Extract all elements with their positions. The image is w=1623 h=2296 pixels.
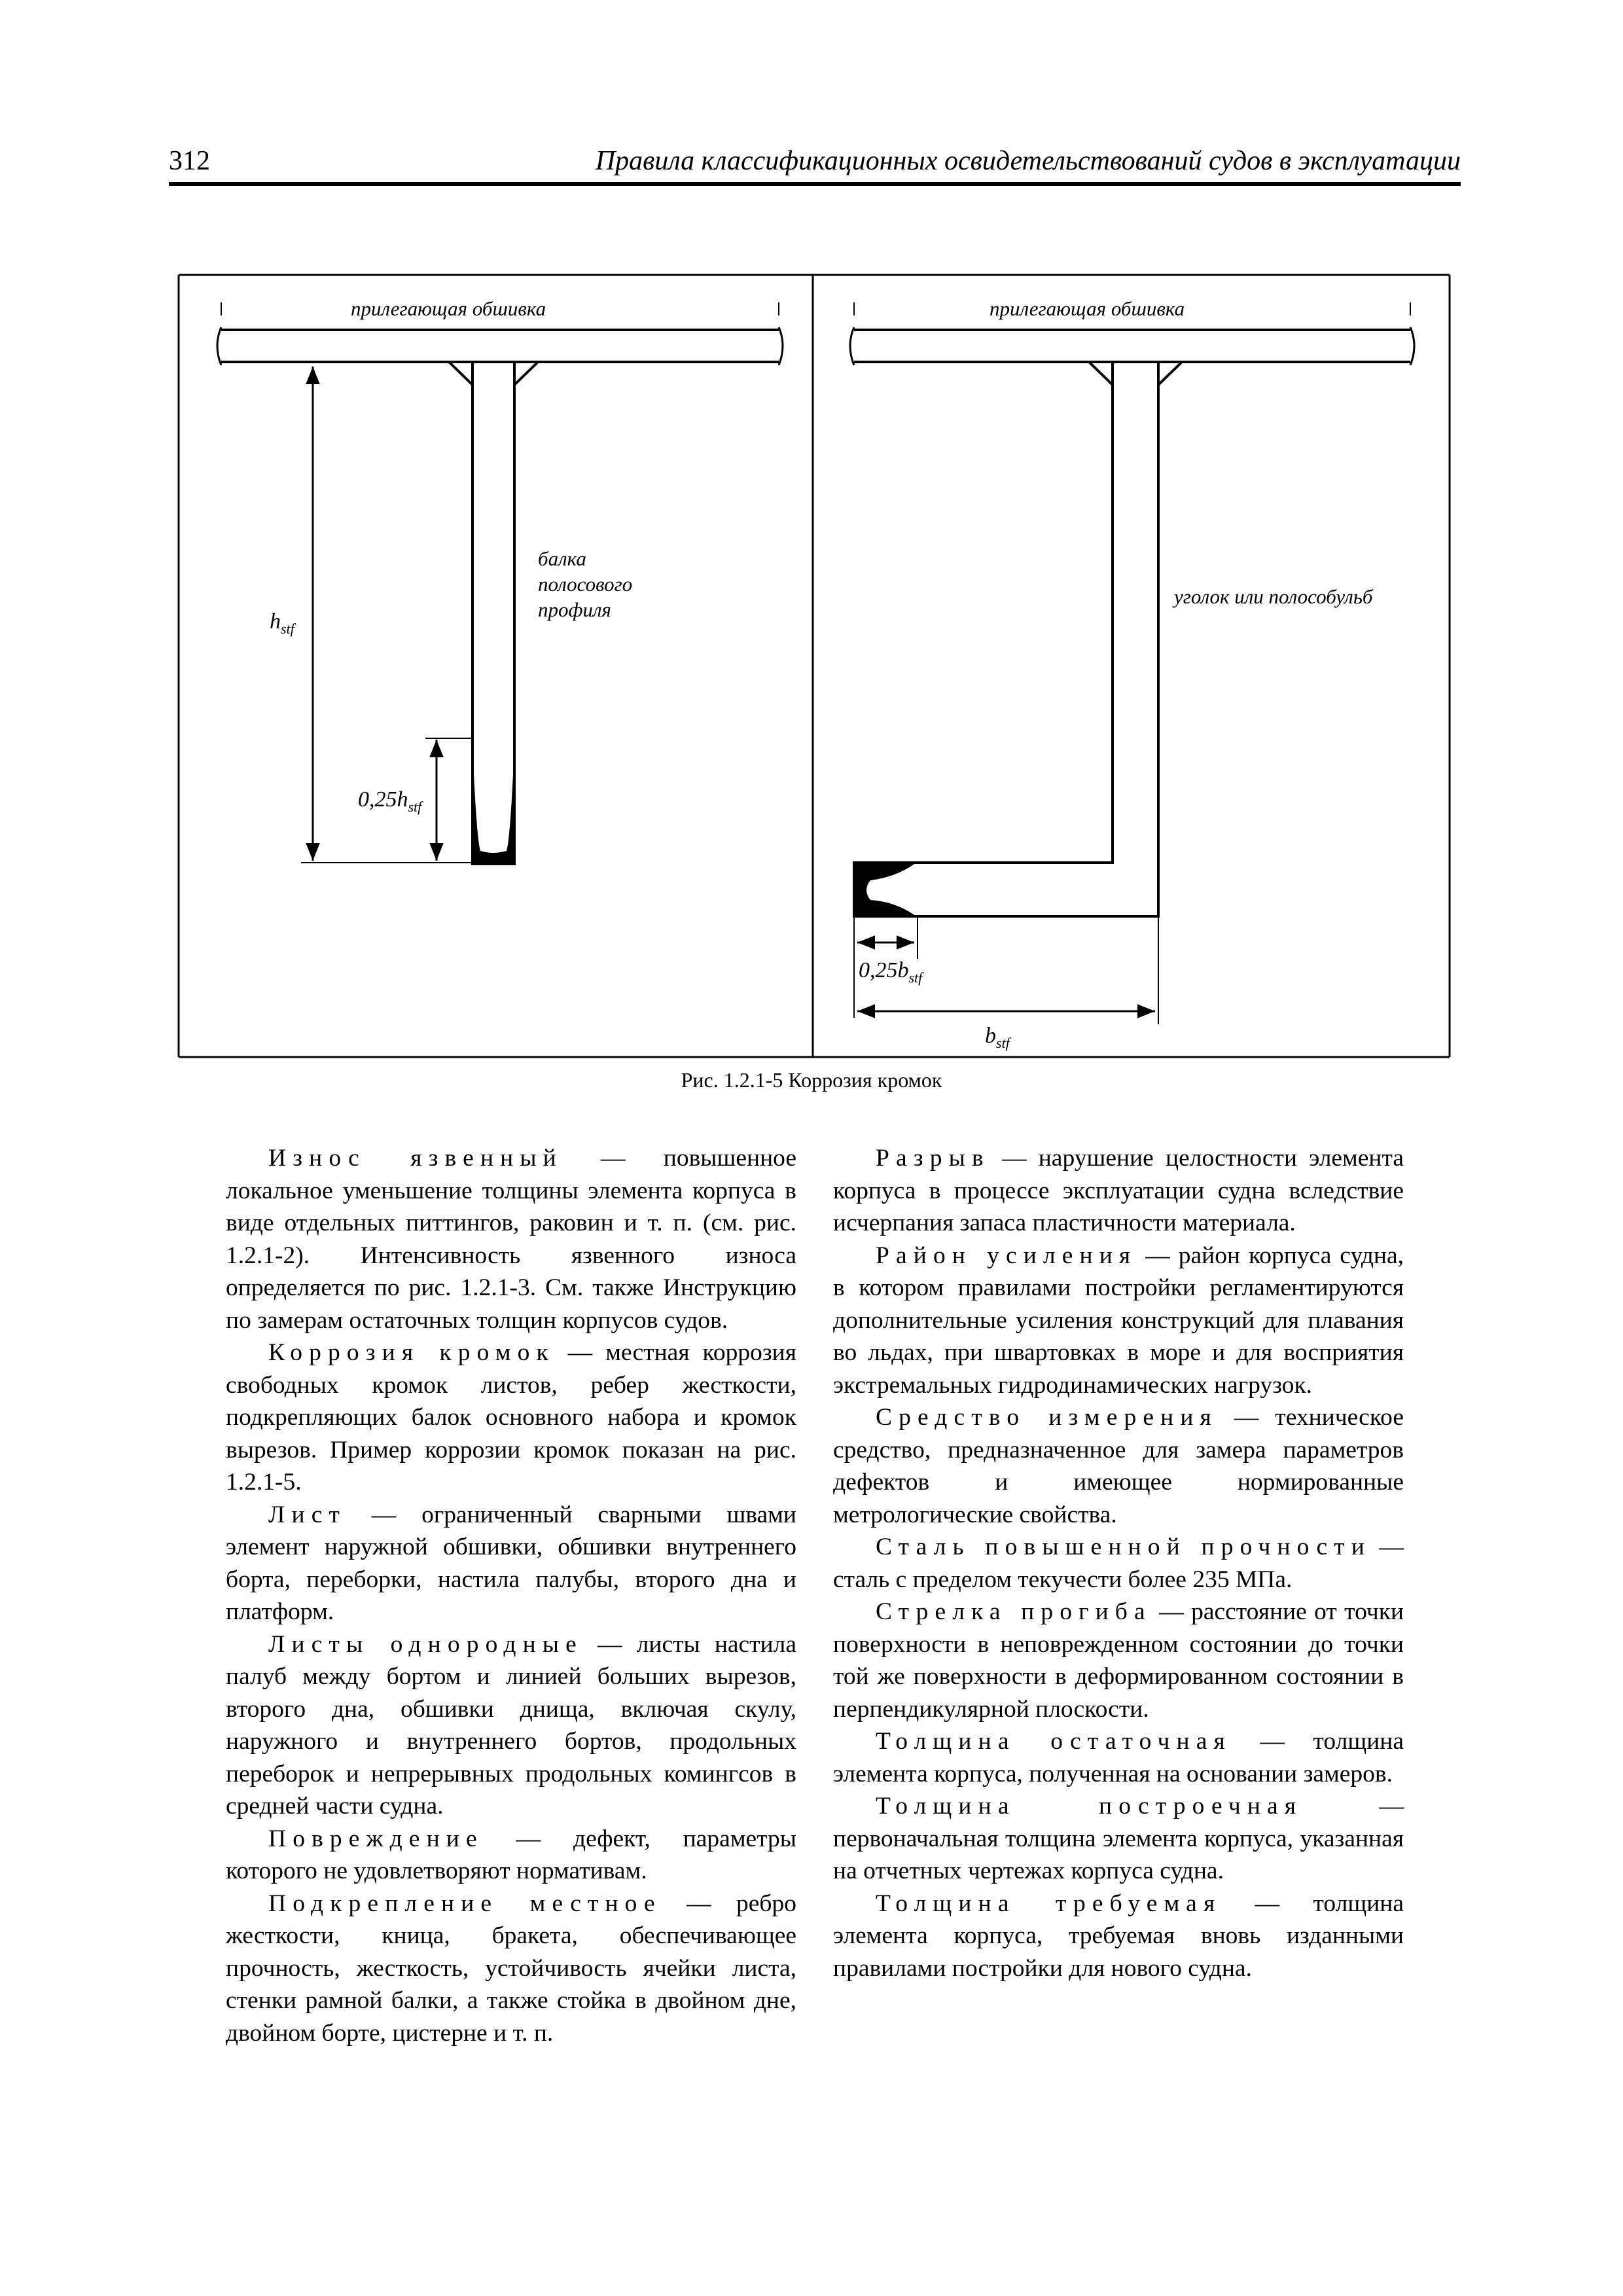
left-flat-bar — [449, 362, 538, 864]
definition-term: Разрыв — [876, 1145, 990, 1172]
definition-term: Повреждение — [268, 1825, 484, 1852]
definition-term: Износ язвенный — [268, 1145, 563, 1172]
left-panel — [217, 297, 783, 864]
quarter-width-label: $0,25b_{stf}$ — [859, 958, 923, 986]
definition-paragraph — [833, 1240, 1404, 1402]
width-label: $b_{stf}$ — [985, 1024, 1010, 1051]
definition-text: — толщина элемента корпуса, требуемая вновь изданными правилами постройки для нового судна. — [833, 1890, 1404, 1982]
definition-paragraph — [833, 1142, 1404, 1240]
left-plating-label: прилегающая обшивка — [351, 297, 546, 320]
figure-caption: Рис. 1.2.1-5 Коррозия кромок — [681, 1068, 942, 1092]
quarter-height-dimension — [425, 738, 473, 861]
definition-text: — техническое средство, предназначенное для замера параметров дефектов и имеющее нормированные метрологические свойства. — [833, 1404, 1404, 1528]
definition-text: — сталь с пределом текучести более 235 МПа. — [833, 1534, 1404, 1593]
beam-label-line3: профиля — [538, 598, 611, 621]
definition-term: Листы однородные — [268, 1630, 583, 1658]
definition-term: Средство измерения — [876, 1404, 1218, 1431]
page-number: 312 — [169, 146, 210, 176]
definition-paragraph — [226, 1499, 796, 1628]
beam-label-line1: балка — [538, 547, 586, 570]
definition-text: — местная коррозия свободных кромок листов, ребер жесткости, подкрепляющих балок основного набора и кромок вырезов. Пример коррозии кромок показан на рис. 1.2.1-5. — [226, 1339, 796, 1496]
definition-paragraph — [833, 1888, 1404, 1985]
right-panel — [850, 297, 1414, 1051]
definition-term: Толщина остаточная — [876, 1728, 1232, 1755]
definition-text: — нарушение целостности элемента корпуса в процессе эксплуатации судна вследствие исчерпания запаса пластичности материала. — [833, 1145, 1404, 1236]
definition-text: — толщина элемента корпуса, полученная на основании замеров. — [833, 1728, 1404, 1787]
definition-paragraph — [226, 1888, 796, 2050]
definition-term: Толщина построечная — [876, 1793, 1303, 1820]
definition-paragraph — [833, 1790, 1404, 1888]
definition-paragraph — [833, 1596, 1404, 1725]
definition-text: — дефект, параметры которого не удовлетворяют нормативам. — [226, 1825, 796, 1884]
edge-corrosion-figure — [0, 0, 1623, 1060]
definition-term: Стрелка прогиба — [876, 1598, 1152, 1625]
definition-paragraph — [226, 1823, 796, 1888]
figure-frame — [179, 275, 1450, 1057]
definition-paragraph — [226, 1628, 796, 1823]
definition-term: Толщина требуемая — [876, 1890, 1222, 1917]
right-plating-label: прилегающая обшивка — [990, 297, 1185, 320]
definition-paragraph — [226, 1336, 796, 1499]
definition-paragraph — [226, 1142, 796, 1336]
running-title: Правила классификационных освидетельствований судов в эксплуатации — [595, 146, 1461, 176]
definition-text: — первоначальная толщина элемента корпуса, указанная на отчетных чертежах корпуса судна. — [833, 1793, 1404, 1884]
definition-text: — повышенное локальное уменьшение толщины элемента корпуса в виде отдельных питтингов, раковин и т. п. (см. рис. 1.2.1-2). Интенсивность язвенного износа определяется по рис. 1.2.1-3. См. также Инструкцию по замерам остаточных толщин корпусов судов. — [226, 1145, 796, 1334]
angle-profile-label: уголок или полособульб — [1174, 585, 1373, 608]
definition-term: Район усиления — [876, 1242, 1137, 1269]
definition-paragraph — [833, 1725, 1404, 1790]
quarter-height-label: $0,25h_{stf}$ — [358, 787, 422, 815]
definition-paragraph — [833, 1401, 1404, 1531]
beam-label-line2: полосового — [538, 573, 633, 596]
definition-term: Подкрепление местное — [268, 1890, 662, 1917]
definition-term: Коррозия кромок — [268, 1339, 555, 1366]
right-column — [833, 1142, 1404, 1984]
definition-text: — листы настила палуб между бортом и линией больших вырезов, второго дна, обшивки днища, включая скулу, наружного и внутреннего бортов, продольных переборок и непрерывных продольных комингсов в средней части судна. — [226, 1630, 796, 1820]
definition-term: Сталь повышенной прочности — [876, 1534, 1371, 1560]
angle-profile — [854, 362, 1182, 916]
left-column — [226, 1142, 796, 2049]
definition-term: Лист — [268, 1501, 347, 1528]
definition-text: — ограниченный сварными швами элемент наружной обшивки, обшивки внутреннего борта, переборки, настила палубы, второго дна и платформ. — [226, 1501, 796, 1625]
height-label: $h_{stf}$ — [270, 609, 294, 637]
definition-text: — район корпуса судна, в котором правилами постройки регламентируются дополнительные усиления конструкций для плавания во льдах, при швартовках в море и для восприятия экстремальных гидродинамических нагрузок. — [833, 1242, 1404, 1399]
definition-paragraph — [833, 1531, 1404, 1596]
definition-text: — ребро жесткости, кница, бракета, обеспечивающее прочность, жесткость, устойчивость ячейки листа, стенки рамной балки, а также стойка в двойном дне, двойном борте, цистерне и т. п. — [226, 1890, 796, 2047]
definition-text: — расстояние от точки поверхности в неповрежденном состоянии до точки той же поверхности в деформированном состоянии в перпендикулярной плоскости. — [833, 1598, 1404, 1723]
